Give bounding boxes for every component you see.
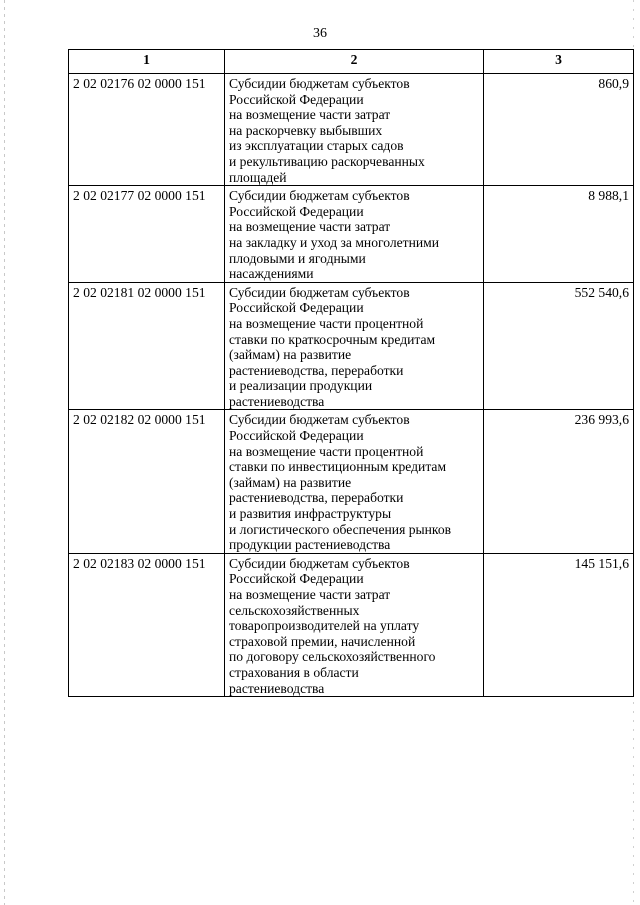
description-line: Российской Федерации — [229, 571, 364, 587]
budget-code-cell: 2 02 02183 02 0000 151 — [69, 553, 225, 696]
description-line: насаждениями — [229, 266, 314, 282]
description-line: на возмещение части затрат — [229, 219, 391, 235]
description-line: растениеводства, переработки — [229, 362, 404, 378]
amount-cell: 860,9 — [484, 74, 634, 186]
description-line: на раскорчевку выбывших — [229, 122, 383, 138]
description-cell — [225, 553, 484, 696]
description-line: страховой премии, начисленной — [229, 633, 416, 649]
description-line: растениеводства — [229, 680, 325, 696]
amount-cell: 8 988,1 — [484, 186, 634, 283]
table-row — [69, 553, 634, 696]
description-line: растениеводства, переработки — [229, 490, 404, 506]
amount-cell: 552 540,6 — [484, 282, 634, 410]
description-line: и реализации продукции — [229, 378, 373, 394]
description-cell — [225, 282, 484, 410]
description-line: ставки по краткосрочным кредитам — [229, 331, 436, 347]
description-line: Российской Федерации — [229, 203, 364, 219]
description-line: на возмещение части затрат — [229, 587, 391, 602]
column-header-3: 3 — [484, 50, 634, 74]
description-cell — [225, 74, 484, 186]
description-line: растениеводства — [229, 393, 325, 409]
description-line: продукции растениеводства — [229, 537, 391, 553]
description-line: (займам) на развитие — [229, 347, 352, 363]
description-cell — [225, 410, 484, 553]
description-line: и рекультивацию раскорчеванных — [229, 153, 425, 169]
budget-table — [68, 49, 634, 697]
table-row — [69, 74, 634, 186]
description-line: из эксплуатации старых садов — [229, 138, 404, 154]
budget-code-cell: 2 02 02182 02 0000 151 — [69, 410, 225, 553]
column-header-1: 1 — [69, 50, 225, 74]
description-line: Субсидии бюджетам субъектов — [229, 76, 410, 91]
description-line: на возмещение части процентной — [229, 443, 424, 459]
description-cell — [225, 186, 484, 283]
description-line: Российской Федерации — [229, 91, 364, 107]
description-line: площадей — [229, 169, 287, 185]
description-line: Субсидии бюджетам субъектов — [229, 412, 410, 428]
description-line: товаропроизводителей на уплату — [229, 618, 420, 634]
description-line: на возмещение части затрат — [229, 107, 391, 123]
description-line: по договору сельскохозяйственного — [229, 649, 436, 665]
scan-edge-left — [4, 0, 5, 905]
description-line: на возмещение части процентной — [229, 315, 424, 331]
description-line: Субсидии бюджетам субъектов — [229, 284, 410, 300]
description-line: на закладку и уход за многолетними — [229, 234, 440, 250]
page-number: 36 — [313, 26, 327, 41]
description-line: Российской Федерации — [229, 300, 364, 316]
table-row — [69, 186, 634, 283]
column-header-2: 2 — [225, 50, 484, 74]
budget-code-cell: 2 02 02177 02 0000 151 — [69, 186, 225, 283]
table-row — [69, 282, 634, 410]
description-line: ставки по инвестиционным кредитам — [229, 459, 447, 475]
header-row — [69, 50, 634, 74]
budget-code-cell: 2 02 02176 02 0000 151 — [69, 74, 225, 186]
description-line: и развития инфраструктуры — [229, 506, 392, 522]
budget-code-cell: 2 02 02181 02 0000 151 — [69, 282, 225, 410]
amount-cell: 145 151,6 — [484, 553, 634, 696]
description-line: плодовыми и ягодными — [229, 250, 366, 266]
description-line: страхования в области — [229, 664, 359, 680]
description-line: Субсидии бюджетам субъектов — [229, 188, 410, 204]
description-line: Российской Федерации — [229, 428, 364, 444]
amount-cell: 236 993,6 — [484, 410, 634, 553]
description-line: и логистического обеспечения рынков — [229, 521, 452, 537]
table-row — [69, 410, 634, 553]
description-line: Субсидии бюджетам субъектов — [229, 555, 410, 571]
description-line: сельскохозяйственных — [229, 602, 360, 618]
description-line: (займам) на развитие — [229, 474, 352, 490]
